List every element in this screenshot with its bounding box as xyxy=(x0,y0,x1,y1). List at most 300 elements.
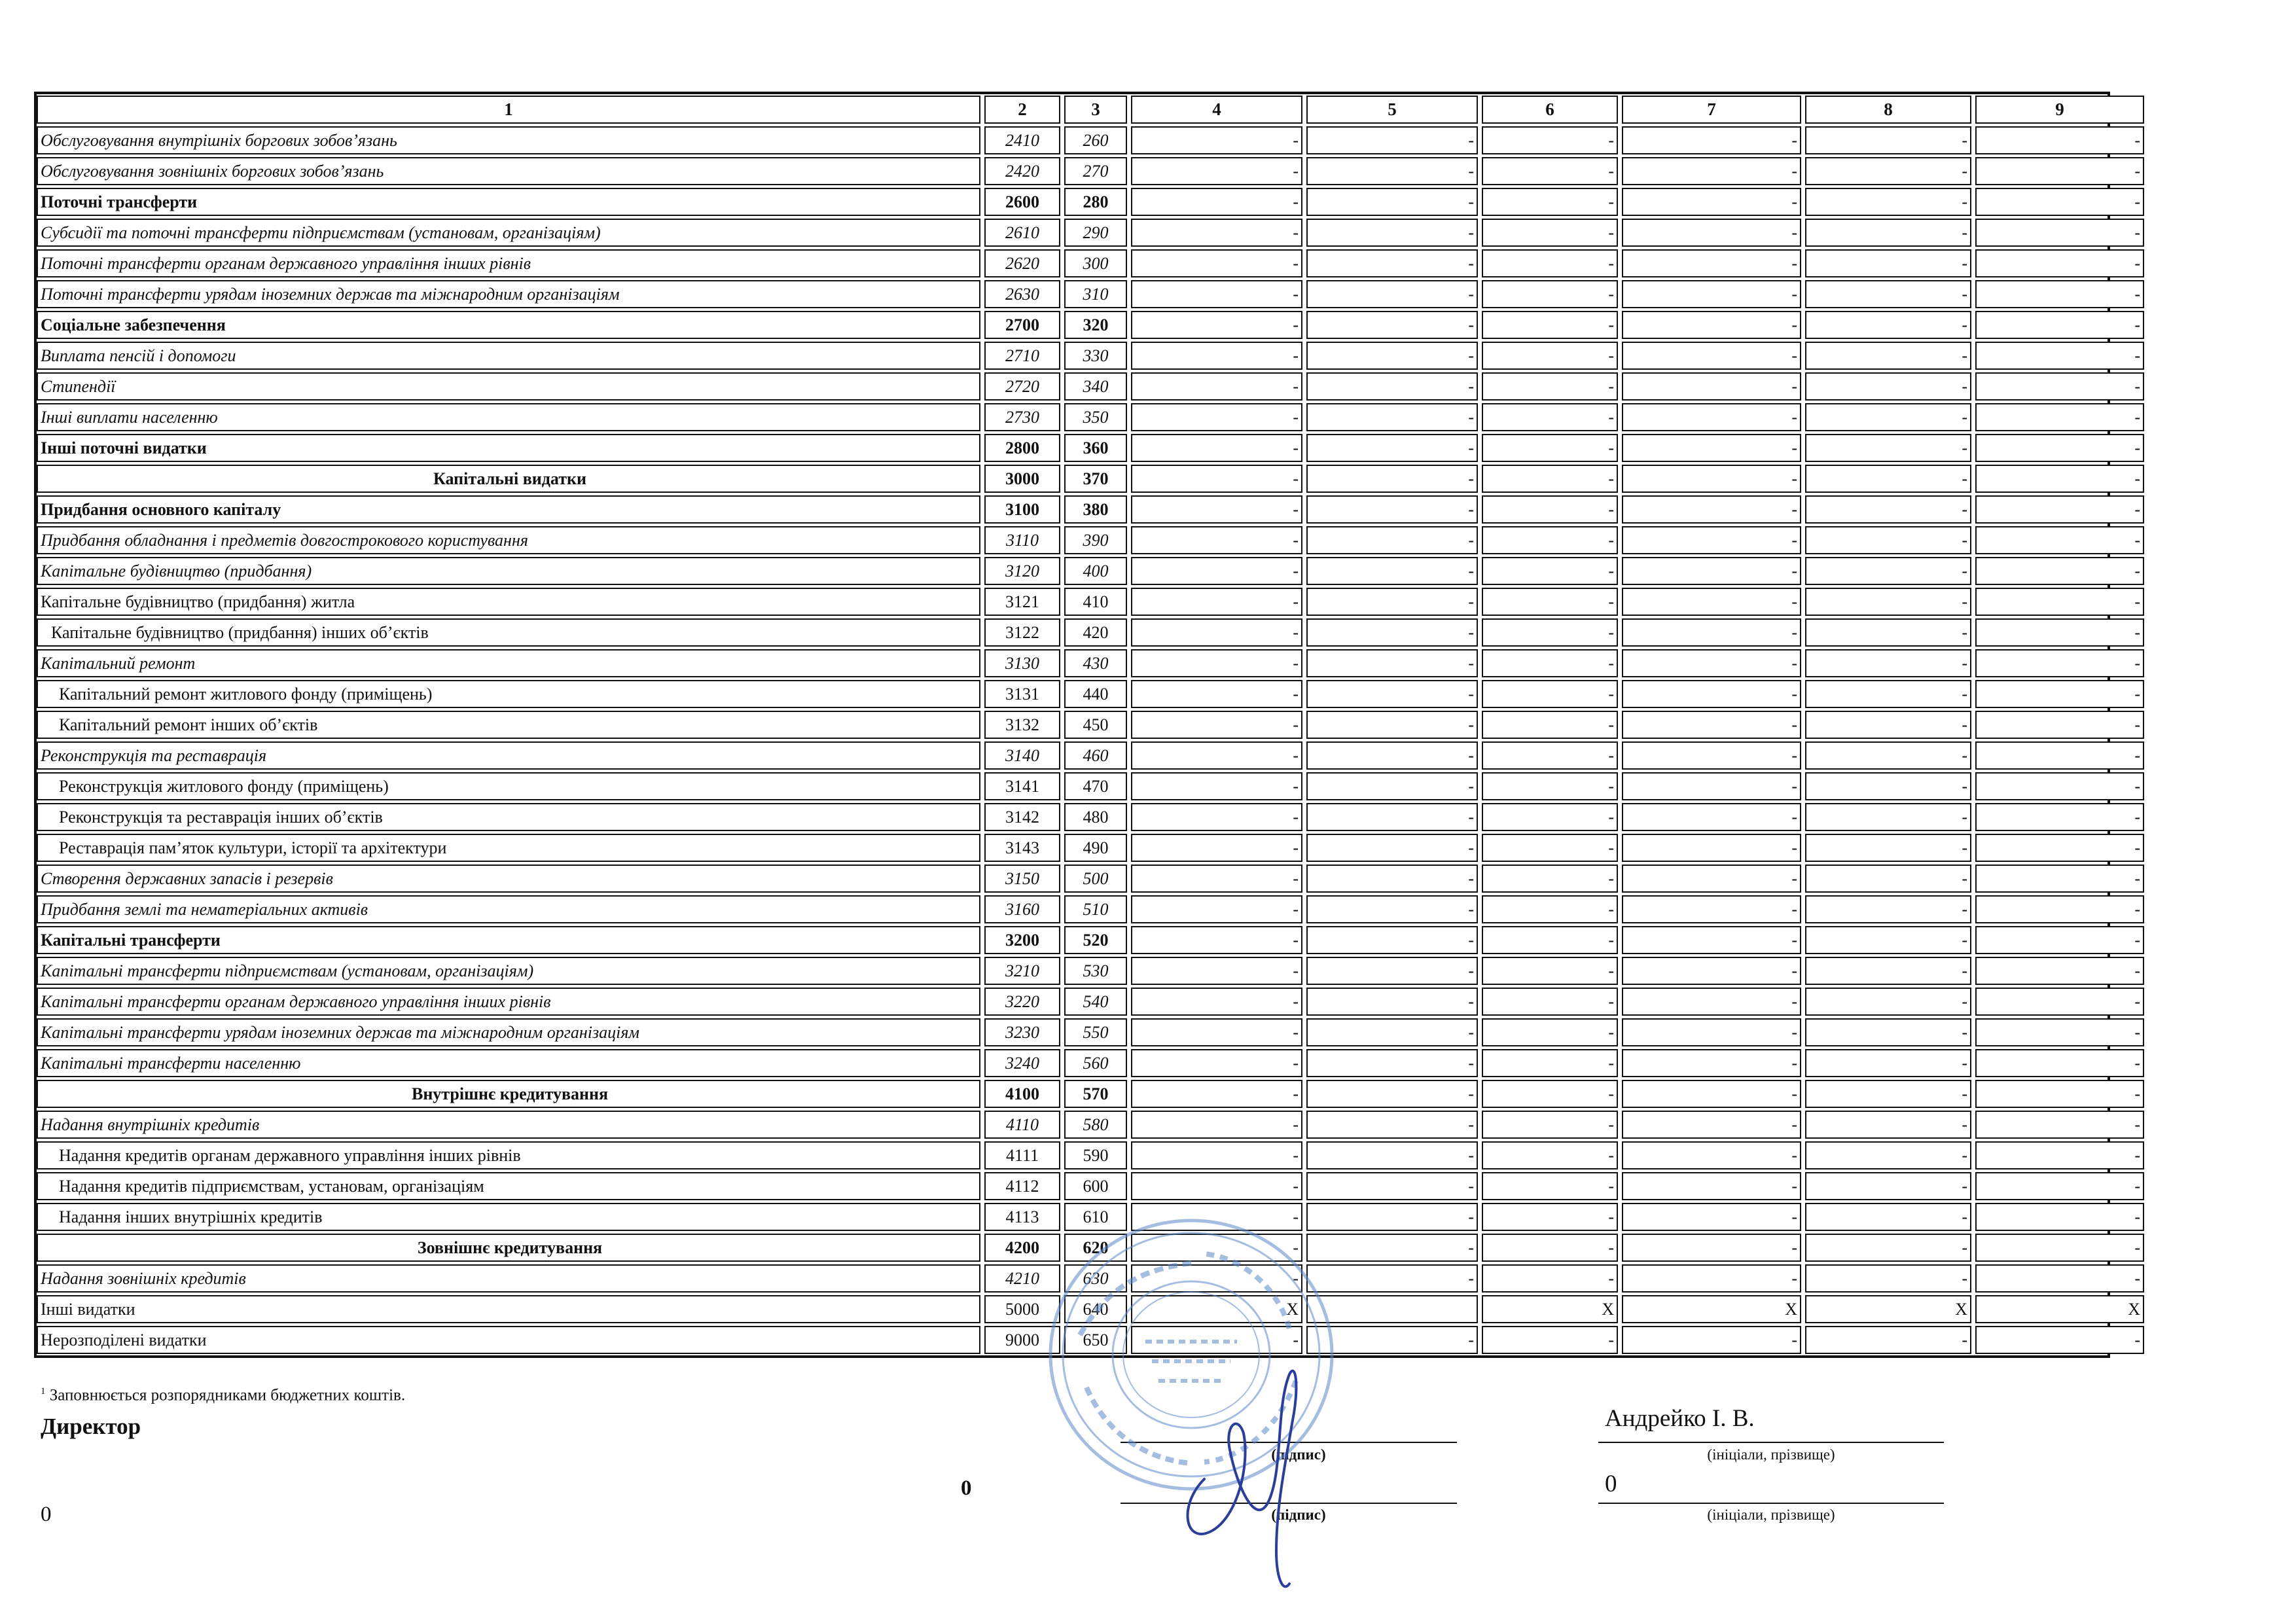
row-number-cell: 450 xyxy=(1064,711,1127,739)
header-cell: 8 xyxy=(1805,96,1971,124)
row-value-cell: - xyxy=(1622,1111,1801,1139)
row-value-cell: - xyxy=(1975,1080,2144,1108)
table-row xyxy=(37,525,2140,556)
row-value-cell: - xyxy=(1805,188,1971,216)
row-value-cell: - xyxy=(1131,895,1302,923)
row-value-cell: - xyxy=(1306,1111,1478,1139)
row-value-cell xyxy=(1306,1295,1478,1323)
row-value-cell: - xyxy=(1622,465,1801,493)
row-name-cell: Надання інших внутрішніх кредитів xyxy=(37,1203,980,1231)
row-value-cell: - xyxy=(1482,711,1618,739)
row-value-cell: - xyxy=(1306,957,1478,985)
row-value-cell: - xyxy=(1805,1326,1971,1354)
row-value-cell: - xyxy=(1131,1326,1302,1354)
row-value-cell: - xyxy=(1805,434,1971,462)
row-code-cell: 3122 xyxy=(984,618,1060,647)
zero-name: 0 xyxy=(1605,1471,1617,1497)
row-value-cell: - xyxy=(1306,1018,1478,1046)
initials-label: (ініціали, прізвище) xyxy=(1707,1507,1835,1523)
row-name-cell: Придбання землі та нематеріальних активів xyxy=(37,895,980,923)
row-value-cell: - xyxy=(1805,403,1971,431)
row-code-cell: 2620 xyxy=(984,249,1060,277)
row-value-cell: - xyxy=(1805,957,1971,985)
row-value-cell: - xyxy=(1805,741,1971,770)
row-value-cell: - xyxy=(1805,1203,1971,1231)
row-value-cell: - xyxy=(1805,465,1971,493)
row-value-cell: - xyxy=(1482,434,1618,462)
row-value-cell: - xyxy=(1306,465,1478,493)
initials-label: (ініціали, прізвище) xyxy=(1707,1446,1835,1463)
row-code-cell: 5000 xyxy=(984,1295,1060,1323)
row-name-cell: Капітальні видатки xyxy=(37,465,980,493)
row-value-cell: - xyxy=(1805,803,1971,831)
row-value-cell: - xyxy=(1131,126,1302,154)
row-number-cell: 600 xyxy=(1064,1172,1127,1200)
row-value-cell: - xyxy=(1131,680,1302,708)
row-value-cell: - xyxy=(1306,311,1478,339)
table-row xyxy=(37,894,2140,925)
row-value-cell: X xyxy=(1131,1295,1302,1323)
row-code-cell: 4210 xyxy=(984,1264,1060,1293)
director-title: Директор xyxy=(41,1414,141,1439)
row-code-cell: 2800 xyxy=(984,434,1060,462)
row-code-cell: 3140 xyxy=(984,741,1060,770)
table-row xyxy=(37,187,2140,217)
row-number-cell: 630 xyxy=(1064,1264,1127,1293)
row-name-cell: Надання зовнішніх кредитів xyxy=(37,1264,980,1293)
name-line xyxy=(1598,1503,1944,1504)
row-value-cell: - xyxy=(1622,1141,1801,1169)
row-name-cell: Обслуговування зовнішніх боргових зобов’язань xyxy=(37,157,980,185)
row-value-cell: - xyxy=(1975,1111,2144,1139)
row-number-cell: 640 xyxy=(1064,1295,1127,1323)
row-value-cell: - xyxy=(1975,249,2144,277)
row-number-cell: 420 xyxy=(1064,618,1127,647)
row-code-cell: 4110 xyxy=(984,1111,1060,1139)
row-value-cell: - xyxy=(1482,618,1618,647)
row-name-cell: Капітальний ремонт житлового фонду (приміщень) xyxy=(37,680,980,708)
row-value-cell: - xyxy=(1805,526,1971,554)
row-value-cell: - xyxy=(1131,249,1302,277)
row-value-cell: - xyxy=(1306,1049,1478,1077)
row-code-cell: 2730 xyxy=(984,403,1060,431)
row-value-cell: - xyxy=(1622,834,1801,862)
table-row xyxy=(37,955,2140,986)
row-name-cell: Капітальні трансферти органам державного управління інших рівнів xyxy=(37,988,980,1016)
row-value-cell: - xyxy=(1306,711,1478,739)
row-value-cell: - xyxy=(1805,1018,1971,1046)
row-number-cell: 540 xyxy=(1064,988,1127,1016)
row-value-cell: - xyxy=(1306,895,1478,923)
row-value-cell: - xyxy=(1131,465,1302,493)
row-value-cell: - xyxy=(1622,495,1801,524)
row-value-cell: - xyxy=(1482,280,1618,308)
row-number-cell: 380 xyxy=(1064,495,1127,524)
row-value-cell: - xyxy=(1131,618,1302,647)
table-row xyxy=(37,648,2140,679)
expenditure-table xyxy=(34,92,2140,1358)
table-row xyxy=(37,217,2140,248)
row-number-cell: 490 xyxy=(1064,834,1127,862)
row-value-cell: - xyxy=(1131,1264,1302,1293)
row-code-cell: 2610 xyxy=(984,219,1060,247)
header-cell: 3 xyxy=(1064,96,1127,124)
row-number-cell: 560 xyxy=(1064,1049,1127,1077)
zero-left: 0 xyxy=(41,1503,52,1526)
row-value-cell: - xyxy=(1131,1018,1302,1046)
row-value-cell: - xyxy=(1482,834,1618,862)
row-value-cell: - xyxy=(1805,1111,1971,1139)
row-code-cell: 3230 xyxy=(984,1018,1060,1046)
table-row xyxy=(37,709,2140,740)
row-number-cell: 390 xyxy=(1064,526,1127,554)
row-number-cell: 470 xyxy=(1064,772,1127,800)
row-value-cell: - xyxy=(1482,526,1618,554)
row-number-cell: 280 xyxy=(1064,188,1127,216)
row-value-cell: - xyxy=(1131,1234,1302,1262)
row-name-cell: Зовнішнє кредитування xyxy=(37,1234,980,1262)
row-value-cell: - xyxy=(1622,680,1801,708)
row-value-cell: - xyxy=(1482,803,1618,831)
row-value-cell: - xyxy=(1975,926,2144,954)
row-code-cell: 2630 xyxy=(984,280,1060,308)
row-value-cell: - xyxy=(1306,649,1478,677)
signature-line xyxy=(1121,1442,1457,1443)
row-value-cell: - xyxy=(1622,188,1801,216)
row-number-cell: 650 xyxy=(1064,1326,1127,1354)
table-row xyxy=(37,156,2140,187)
row-code-cell: 2720 xyxy=(984,372,1060,401)
header-cell: 9 xyxy=(1975,96,2144,124)
row-value-cell: - xyxy=(1131,957,1302,985)
table-row xyxy=(37,248,2140,279)
table-row xyxy=(37,617,2140,648)
row-value-cell: - xyxy=(1482,1111,1618,1139)
row-number-cell: 290 xyxy=(1064,219,1127,247)
row-value-cell: - xyxy=(1975,680,2144,708)
row-value-cell: X xyxy=(1975,1295,2144,1323)
row-name-cell: Реставрація пам’яток культури, історії та архітектури xyxy=(37,834,980,862)
row-value-cell: - xyxy=(1131,342,1302,370)
row-value-cell: - xyxy=(1482,1203,1618,1231)
row-name-cell: Інші поточні видатки xyxy=(37,434,980,462)
row-value-cell: - xyxy=(1306,1172,1478,1200)
row-value-cell: X xyxy=(1805,1295,1971,1323)
row-value-cell: - xyxy=(1131,157,1302,185)
table-row xyxy=(37,1263,2140,1294)
row-value-cell: - xyxy=(1805,772,1971,800)
table-body xyxy=(37,125,2140,1355)
header-cell: 7 xyxy=(1622,96,1801,124)
row-code-cell: 3131 xyxy=(984,680,1060,708)
row-value-cell: - xyxy=(1482,926,1618,954)
row-value-cell: - xyxy=(1975,1234,2144,1262)
row-code-cell: 4200 xyxy=(984,1234,1060,1262)
row-code-cell: 3240 xyxy=(984,1049,1060,1077)
row-name-cell: Поточні трансферти xyxy=(37,188,980,216)
row-value-cell: - xyxy=(1622,1049,1801,1077)
row-value-cell: - xyxy=(1131,1049,1302,1077)
row-value-cell: - xyxy=(1622,219,1801,247)
row-number-cell: 360 xyxy=(1064,434,1127,462)
row-value-cell: - xyxy=(1805,618,1971,647)
header-cell: 2 xyxy=(984,96,1060,124)
row-value-cell: - xyxy=(1482,1326,1618,1354)
row-value-cell: - xyxy=(1306,1326,1478,1354)
row-value-cell: - xyxy=(1131,588,1302,616)
row-value-cell: - xyxy=(1975,957,2144,985)
row-value-cell: - xyxy=(1306,495,1478,524)
row-number-cell: 400 xyxy=(1064,557,1127,585)
row-value-cell: - xyxy=(1805,988,1971,1016)
table-row xyxy=(37,494,2140,525)
row-number-cell: 550 xyxy=(1064,1018,1127,1046)
row-value-cell: - xyxy=(1975,803,2144,831)
row-value-cell: - xyxy=(1805,126,1971,154)
row-value-cell: - xyxy=(1975,1018,2144,1046)
row-value-cell: - xyxy=(1622,1326,1801,1354)
header-cell: 6 xyxy=(1482,96,1618,124)
row-name-cell: Капітальний ремонт xyxy=(37,649,980,677)
row-value-cell: - xyxy=(1131,865,1302,893)
row-value-cell: - xyxy=(1482,403,1618,431)
row-value-cell: - xyxy=(1131,988,1302,1016)
row-value-cell: - xyxy=(1975,1172,2144,1200)
row-number-cell: 610 xyxy=(1064,1203,1127,1231)
row-value-cell: - xyxy=(1482,372,1618,401)
row-code-cell: 3120 xyxy=(984,557,1060,585)
row-name-cell: Капітальний ремонт інших об’єктів xyxy=(37,711,980,739)
row-value-cell: - xyxy=(1306,680,1478,708)
row-name-cell: Створення державних запасів і резервів xyxy=(37,865,980,893)
row-code-cell: 3150 xyxy=(984,865,1060,893)
row-value-cell: - xyxy=(1805,557,1971,585)
row-code-cell: 2410 xyxy=(984,126,1060,154)
row-value-cell: - xyxy=(1306,126,1478,154)
row-code-cell: 2700 xyxy=(984,311,1060,339)
row-value-cell: - xyxy=(1482,1141,1618,1169)
row-value-cell: - xyxy=(1306,741,1478,770)
row-number-cell: 370 xyxy=(1064,465,1127,493)
signature-line xyxy=(1121,1503,1457,1504)
row-value-cell: - xyxy=(1805,680,1971,708)
row-value-cell: - xyxy=(1975,1141,2144,1169)
row-value-cell: - xyxy=(1131,526,1302,554)
row-value-cell: - xyxy=(1975,588,2144,616)
row-value-cell: - xyxy=(1975,711,2144,739)
row-value-cell: - xyxy=(1482,741,1618,770)
table-row xyxy=(37,1294,2140,1325)
row-value-cell: - xyxy=(1482,1172,1618,1200)
row-value-cell: - xyxy=(1482,588,1618,616)
row-name-cell: Капітальні трансферти xyxy=(37,926,980,954)
row-value-cell: - xyxy=(1306,526,1478,554)
row-number-cell: 310 xyxy=(1064,280,1127,308)
row-value-cell: - xyxy=(1975,865,2144,893)
table-row xyxy=(37,279,2140,310)
row-value-cell: - xyxy=(1622,126,1801,154)
row-value-cell: - xyxy=(1131,434,1302,462)
row-value-cell: - xyxy=(1975,280,2144,308)
table-row xyxy=(37,802,2140,832)
row-code-cell: 3142 xyxy=(984,803,1060,831)
row-value-cell: - xyxy=(1131,280,1302,308)
row-value-cell: - xyxy=(1306,803,1478,831)
row-name-cell: Соціальне забезпечення xyxy=(37,311,980,339)
row-value-cell: - xyxy=(1805,895,1971,923)
row-value-cell: - xyxy=(1975,495,2144,524)
row-value-cell: - xyxy=(1131,495,1302,524)
row-name-cell: Виплата пенсій і допомоги xyxy=(37,342,980,370)
row-code-cell: 3160 xyxy=(984,895,1060,923)
row-value-cell: - xyxy=(1975,434,2144,462)
row-value-cell: - xyxy=(1482,342,1618,370)
table-row xyxy=(37,1079,2140,1109)
row-value-cell: - xyxy=(1622,372,1801,401)
row-value-cell: - xyxy=(1622,957,1801,985)
row-name-cell: Надання кредитів органам державного управління інших рівнів xyxy=(37,1141,980,1169)
row-value-cell: - xyxy=(1482,772,1618,800)
table-row xyxy=(37,371,2140,402)
table-row xyxy=(37,1171,2140,1202)
row-code-cell: 3141 xyxy=(984,772,1060,800)
row-value-cell: - xyxy=(1482,126,1618,154)
row-value-cell: - xyxy=(1805,1049,1971,1077)
row-value-cell: - xyxy=(1805,311,1971,339)
row-value-cell: - xyxy=(1805,280,1971,308)
header-cell: 5 xyxy=(1306,96,1478,124)
row-value-cell: - xyxy=(1805,865,1971,893)
row-value-cell: - xyxy=(1975,557,2144,585)
row-number-cell: 500 xyxy=(1064,865,1127,893)
row-name-cell: Реконструкція та реставрація xyxy=(37,741,980,770)
row-name-cell: Надання кредитів підприємствам, установам, організаціям xyxy=(37,1172,980,1200)
row-number-cell: 570 xyxy=(1064,1080,1127,1108)
row-code-cell: 2710 xyxy=(984,342,1060,370)
row-value-cell: - xyxy=(1306,926,1478,954)
row-value-cell: - xyxy=(1306,618,1478,647)
row-value-cell: - xyxy=(1805,1141,1971,1169)
row-name-cell: Обслуговування внутрішніх боргових зобов’язань xyxy=(37,126,980,154)
row-value-cell: - xyxy=(1306,588,1478,616)
row-value-cell: - xyxy=(1805,157,1971,185)
row-name-cell: Субсидії та поточні трансферти підприємствам (установам, організаціям) xyxy=(37,219,980,247)
row-value-cell: - xyxy=(1622,588,1801,616)
name-line xyxy=(1598,1442,1944,1443)
row-value-cell: - xyxy=(1482,957,1618,985)
row-value-cell: - xyxy=(1975,649,2144,677)
row-value-cell: - xyxy=(1306,865,1478,893)
row-value-cell: - xyxy=(1975,311,2144,339)
row-name-cell: Капітальні трансферти урядам іноземних держав та міжнародним організаціям xyxy=(37,1018,980,1046)
row-number-cell: 520 xyxy=(1064,926,1127,954)
row-value-cell: - xyxy=(1622,280,1801,308)
row-value-cell: - xyxy=(1482,557,1618,585)
row-number-cell: 430 xyxy=(1064,649,1127,677)
row-value-cell: - xyxy=(1622,311,1801,339)
table-row xyxy=(37,340,2140,371)
row-value-cell: - xyxy=(1131,803,1302,831)
row-code-cell: 3200 xyxy=(984,926,1060,954)
row-value-cell: - xyxy=(1805,342,1971,370)
table-row xyxy=(37,433,2140,463)
row-code-cell: 3100 xyxy=(984,495,1060,524)
row-value-cell: - xyxy=(1622,649,1801,677)
row-name-cell: Капітальне будівництво (придбання) інших об’єктів xyxy=(37,618,980,647)
row-value-cell: - xyxy=(1975,895,2144,923)
row-value-cell: - xyxy=(1975,526,2144,554)
table-row xyxy=(37,1325,2140,1355)
row-value-cell: - xyxy=(1482,1018,1618,1046)
row-code-cell: 3110 xyxy=(984,526,1060,554)
row-value-cell: - xyxy=(1622,895,1801,923)
row-value-cell: - xyxy=(1622,1203,1801,1231)
row-value-cell: - xyxy=(1131,926,1302,954)
row-value-cell: - xyxy=(1622,1080,1801,1108)
row-value-cell: - xyxy=(1805,588,1971,616)
table-row xyxy=(37,679,2140,709)
director-name: Андрейко І. В. xyxy=(1605,1405,1755,1432)
header-cell: 4 xyxy=(1131,96,1302,124)
table-row xyxy=(37,463,2140,494)
row-name-cell: Поточні трансферти органам державного управління інших рівнів xyxy=(37,249,980,277)
row-code-cell: 3210 xyxy=(984,957,1060,985)
row-value-cell: - xyxy=(1805,834,1971,862)
row-code-cell: 9000 xyxy=(984,1326,1060,1354)
row-value-cell: - xyxy=(1482,249,1618,277)
row-value-cell: X xyxy=(1482,1295,1618,1323)
row-value-cell: - xyxy=(1306,772,1478,800)
row-code-cell: 2420 xyxy=(984,157,1060,185)
header-cell: 1 xyxy=(37,96,980,124)
row-value-cell: - xyxy=(1975,126,2144,154)
table-row xyxy=(37,1140,2140,1171)
row-value-cell: - xyxy=(1131,403,1302,431)
table-row xyxy=(37,125,2140,156)
row-value-cell: - xyxy=(1482,188,1618,216)
row-value-cell: - xyxy=(1622,711,1801,739)
row-code-cell: 3143 xyxy=(984,834,1060,862)
row-name-cell: Реконструкція житлового фонду (приміщень) xyxy=(37,772,980,800)
table-row xyxy=(37,771,2140,802)
row-number-cell: 440 xyxy=(1064,680,1127,708)
row-code-cell: 3130 xyxy=(984,649,1060,677)
row-value-cell: - xyxy=(1306,1234,1478,1262)
row-name-cell: Поточні трансферти урядам іноземних держав та міжнародним організаціям xyxy=(37,280,980,308)
row-value-cell: - xyxy=(1805,219,1971,247)
row-value-cell: - xyxy=(1306,834,1478,862)
row-value-cell: - xyxy=(1622,988,1801,1016)
row-value-cell: - xyxy=(1306,434,1478,462)
row-value-cell: - xyxy=(1622,865,1801,893)
row-value-cell: - xyxy=(1131,1080,1302,1108)
row-name-cell: Реконструкція та реставрація інших об’єктів xyxy=(37,803,980,831)
row-value-cell: - xyxy=(1622,926,1801,954)
table-row xyxy=(37,310,2140,340)
row-number-cell: 330 xyxy=(1064,342,1127,370)
signature-label: (підпис) xyxy=(1271,1446,1326,1463)
row-code-cell: 4111 xyxy=(984,1141,1060,1169)
row-name-cell: Капітальні трансферти населенню xyxy=(37,1049,980,1077)
row-value-cell: - xyxy=(1131,649,1302,677)
row-value-cell: - xyxy=(1805,495,1971,524)
row-value-cell: - xyxy=(1622,557,1801,585)
zero-middle: 0 xyxy=(961,1476,972,1500)
row-value-cell: - xyxy=(1975,1049,2144,1077)
row-number-cell: 340 xyxy=(1064,372,1127,401)
footnote-mark: 1 xyxy=(41,1386,46,1397)
row-name-cell: Нерозподілені видатки xyxy=(37,1326,980,1354)
